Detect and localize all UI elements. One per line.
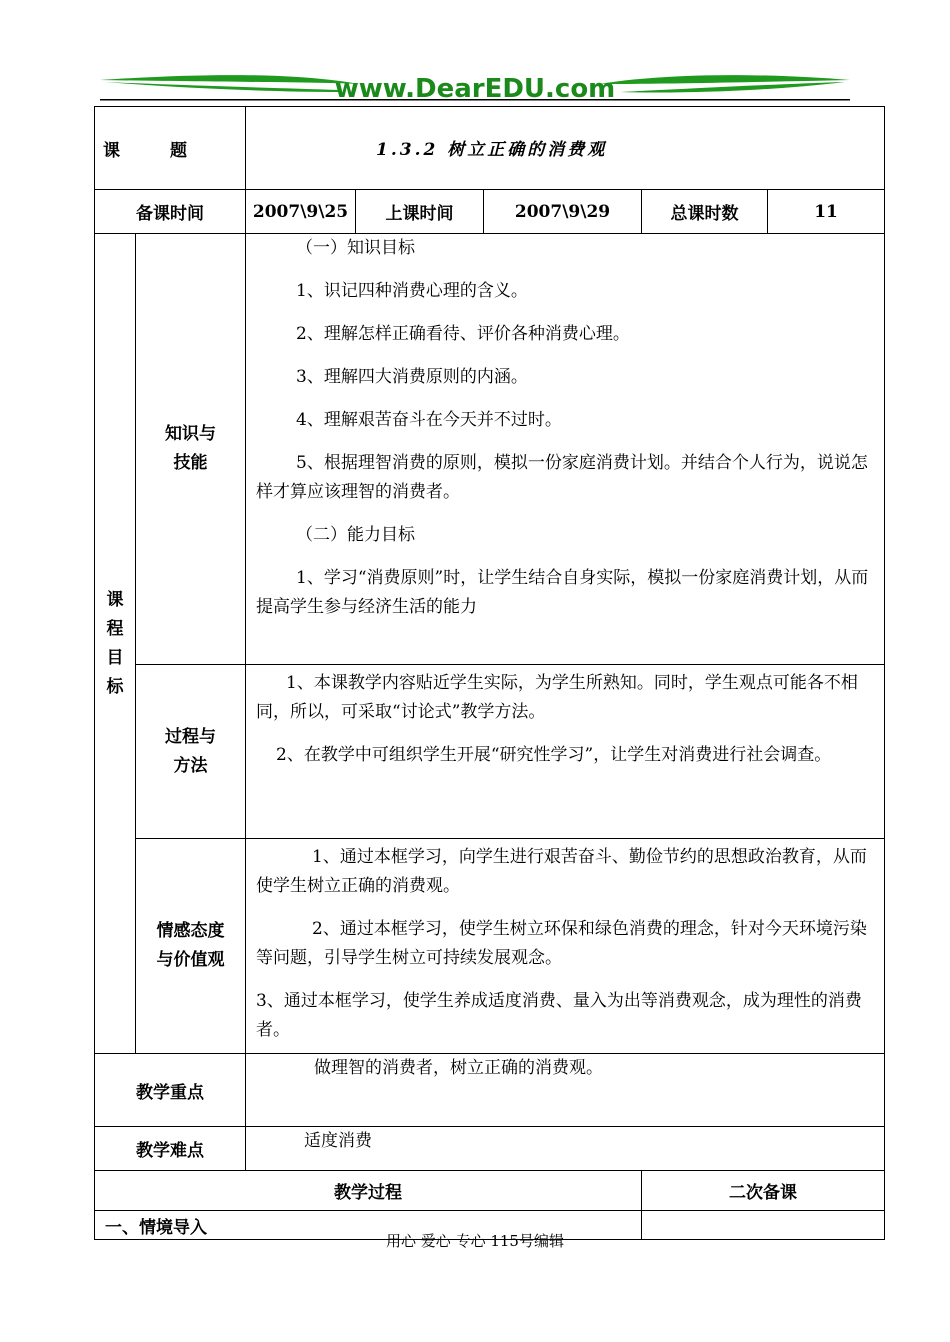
second-prep-header: 二次备课 — [642, 1171, 885, 1211]
knowledge-item: （一）知识目标 — [296, 238, 415, 258]
lesson-title: 1.3.2 树立正确的消费观 — [246, 107, 885, 190]
teaching-process-header: 教学过程 — [95, 1171, 642, 1211]
emotion-item: 2、通过本框学习，使学生树立环保和绿色消费的理念，针对今天环境污染等问题，引导学生树立可持续发展观念。 — [256, 919, 867, 968]
emotion-item: 1、通过本框学习，向学生进行艰苦奋斗、勤俭节约的思想政治教育，从而使学生树立正确的消费观。 — [256, 847, 867, 896]
key-point-label: 教学重点 — [95, 1054, 246, 1127]
class-time-label: 上课时间 — [356, 190, 484, 234]
emotion-label: 情感态度 与价值观 — [136, 839, 246, 1054]
objectives-label: 课程目标 — [95, 234, 136, 1054]
process-item: 1、本课教学内容贴近学生实际，为学生所熟知。同时，学生观点可能各不相同，所以，可采取“讨论式”教学方法。 — [256, 673, 858, 722]
difficulty-label: 教学难点 — [95, 1127, 246, 1171]
lesson-plan-table — [94, 106, 885, 1240]
knowledge-item: 1、学习“消费原则”时，让学生结合自身实际，模拟一份家庭消费计划，从而提高学生参与经济生活的能力 — [256, 568, 869, 617]
emotion-content — [246, 839, 885, 1054]
page-footer: 用心 爱心 专心 115号编辑 — [386, 1232, 564, 1250]
prep-time-value: 2007\9\25 — [246, 190, 356, 234]
process-label: 过程与 方法 — [136, 665, 246, 839]
knowledge-label: 知识与 技能 — [136, 234, 246, 665]
title-label: 课题 — [95, 107, 246, 190]
knowledge-item: （二）能力目标 — [296, 525, 415, 545]
key-point-value: 做理智的消费者，树立正确的消费观。 — [246, 1054, 885, 1127]
knowledge-item: 2、理解怎样正确看待、评价各种消费心理。 — [296, 324, 630, 344]
site-logo: www.DearEDU.com — [334, 74, 616, 104]
prep-time-label: 备课时间 — [95, 190, 246, 234]
process-item: 2、在教学中可组织学生开展“研究性学习”，让学生对消费进行社会调查。 — [276, 745, 832, 765]
section-intro: 一、情境导入 — [95, 1211, 642, 1240]
total-hours-label: 总课时数 — [642, 190, 768, 234]
knowledge-item: 5、根据理智消费的原则，模拟一份家庭消费计划。并结合个人行为，说说怎样才算应该理智的消费者。 — [256, 453, 868, 502]
difficulty-value: 适度消费 — [246, 1127, 885, 1171]
process-content — [246, 665, 885, 839]
knowledge-content — [246, 234, 885, 665]
knowledge-item: 1、识记四种消费心理的含义。 — [296, 281, 528, 301]
knowledge-item: 3、理解四大消费原则的内涵。 — [296, 367, 528, 387]
class-time-value: 2007\9\29 — [484, 190, 642, 234]
emotion-item: 3、通过本框学习，使学生养成适度消费、量入为出等消费观念，成为理性的消费者。 — [256, 991, 862, 1040]
knowledge-item: 4、理解艰苦奋斗在今天并不过时。 — [296, 410, 562, 430]
total-hours-value: 11 — [768, 190, 885, 234]
